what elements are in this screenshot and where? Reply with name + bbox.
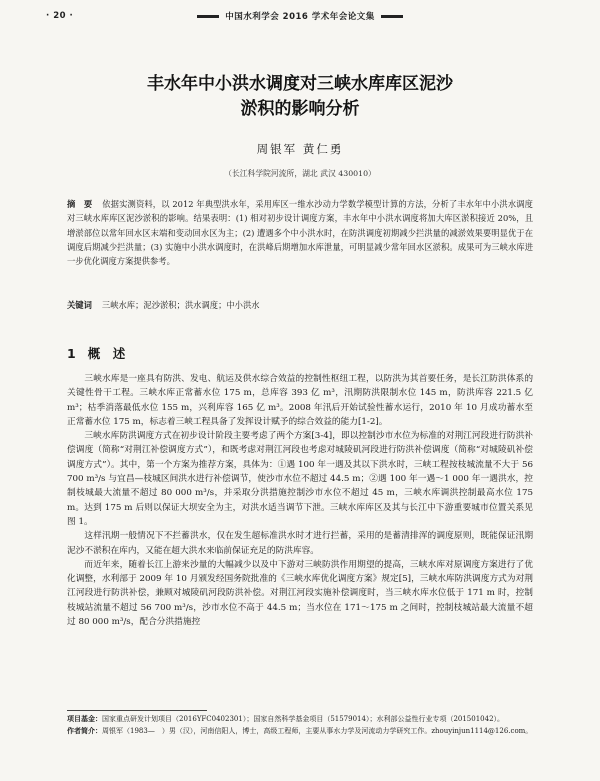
paragraph: 这样汛期一般情况下不拦蓄洪水，仅在发生超标准洪水时才进行拦蓄，采用的是蓄清排浑的调度原则，既能保证汛期泥沙不淤积在库内，又能在超大洪水来临前保证充足的防洪库容。 [67, 531, 533, 556]
journal-name: 中国水利学会 2016 学术年会论文集 [225, 12, 375, 22]
section-title: 概 述 [87, 346, 126, 361]
fund-label: 项目基金： [67, 715, 102, 723]
page-number: · 20 · [46, 11, 74, 21]
body-text [67, 372, 533, 629]
author-label: 作者简介： [67, 727, 102, 735]
running-header [40, 10, 560, 22]
keywords-text: 三峡水库；泥沙淤积；洪水调度；中小洪水 [101, 300, 260, 310]
author-text: 周银军（1983— ）男（汉），河南信阳人，博士，高级工程师，主要从事水力学及河流动力学研究工作。zhouyinjun1114@126.com。 [102, 727, 533, 735]
paragraph: 三峡水库是一座具有防洪、发电、航运及供水综合效益的控制性枢纽工程，以防洪为其首要任务，是长江防洪体系的关键性骨干工程。三峡水库正常蓄水位 175 m，总库容 393 亿 m³，汛期防洪限制水位 145 m，防洪库容 221.5 亿 m³；枯季消落最低水位 155 m，兴利库容 165 亿 m³。2008 年汛后开始试验性蓄水运行，2010 年 10 月成功蓄水至正常蓄水位 175 m，标志着三峡工程具备了发挥设计赋予的综合效益的能力[1-2]。 [67, 374, 533, 427]
abstract-label: 摘 要 [67, 199, 93, 209]
paragraph: 三峡水库防洪调度方式在初步设计阶段主要考虑了两个方案[3-4]，即以控制沙市水位为标准的对荆江河段进行防洪补偿调度（简称“对荆江补偿调度方式”），和既考虑对荆江河段也考虑对城陵矶河段进行防洪补偿调度（简称“对城陵矶补偿调度方式”）。其中，第一个方案为推荐方案，具体为：①遇 100 年一遇及其以下洪水时，三峡工程按枝城流量不大于 56 700 m³/s 与宜昌—枝城区间洪水进行补偿调节，使沙市水位不超过 44.5 m；②遇 100 年一遇～1 000 年一遇洪水，控制枝城最大流量不超过 80 000 m³/s，并采取分洪措施控制沙市水位不超过 45 m，三峡水库调洪控制最高水位 175 m。达到 175 m 后则以保证大坝安全为主，对洪水适当调节下泄。三峡水库库区及其与长江中下游重要城市位置关系见图 1。 [67, 431, 533, 527]
footnote-rule [67, 710, 207, 711]
abstract [67, 197, 533, 268]
paragraph: 而近年来，随着长江上游来沙量的大幅减少以及中下游对三峡防洪作用期望的提高，三峡水库对原调度方案进行了优化调整，水利部于 2009 年 10 月颁发经国务院批准的《三峡水库优化调度方案》规定[5]，三峡水库防洪调度方式为对荆江河段进行防洪补偿，兼顾对城陵矶河段防洪补偿。对荆江河段实施补偿调度时，当三峡水库水位低于 171 m 时，控制枝城站流量不超过 56 700 m³/s，沙市水位不高于 44.5 m；当水位在 171～175 m 之间时，控制枝城站最大流量不超过 80 000 m³/s，配合分洪措施控 [67, 559, 533, 628]
fund-footnote [67, 714, 533, 725]
header-rule-left [197, 15, 219, 18]
fund-text: 国家重点研发计划项目（2016YFC0402301）；国家自然科学基金项目（51579014）；水利部公益性行业专项（201501042）。 [102, 715, 505, 723]
keywords [67, 299, 533, 312]
affiliation: （长江科学院河流所，湖北 武汉 430010） [224, 169, 376, 178]
keywords-label: 关键词 [67, 300, 92, 310]
author-footnote [67, 726, 533, 737]
header-rule-right [381, 15, 403, 18]
section-heading [67, 344, 125, 362]
title-line-1: 丰水年中小洪水调度对三峡水库库区泥沙 [147, 74, 453, 94]
title-line-2: 淤积的影响分析 [240, 99, 360, 119]
footnotes [67, 714, 533, 738]
authors: 周银军 黄仁勇 [256, 142, 344, 156]
abstract-text: 依据实测资料，以 2012 年典型洪水年，采用库区一维水沙动力学数学模型计算的方法，分析了丰水年中小洪水调度对三峡水库库区泥沙淤积的影响。结果表明：(1) 相对初步设计调度方案，丰水年中小洪水调度将加大库区淤积接近 20%，且增淤部位以常年回水区末端和变动回水区为主；(2) 遭遇多个中小洪水时，在防洪调度初期减少拦洪量的减淤效果要明显优于在调度后期减少拦洪量；(3) 实施中小洪水调度时，在洪峰后期增加水库泄量，可明显减少常年回水区淤积。成果可为三峡水库进一步优化调度方案提供参考。 [67, 199, 533, 267]
paper-title [60, 72, 540, 122]
section-number: 1 [67, 346, 76, 361]
